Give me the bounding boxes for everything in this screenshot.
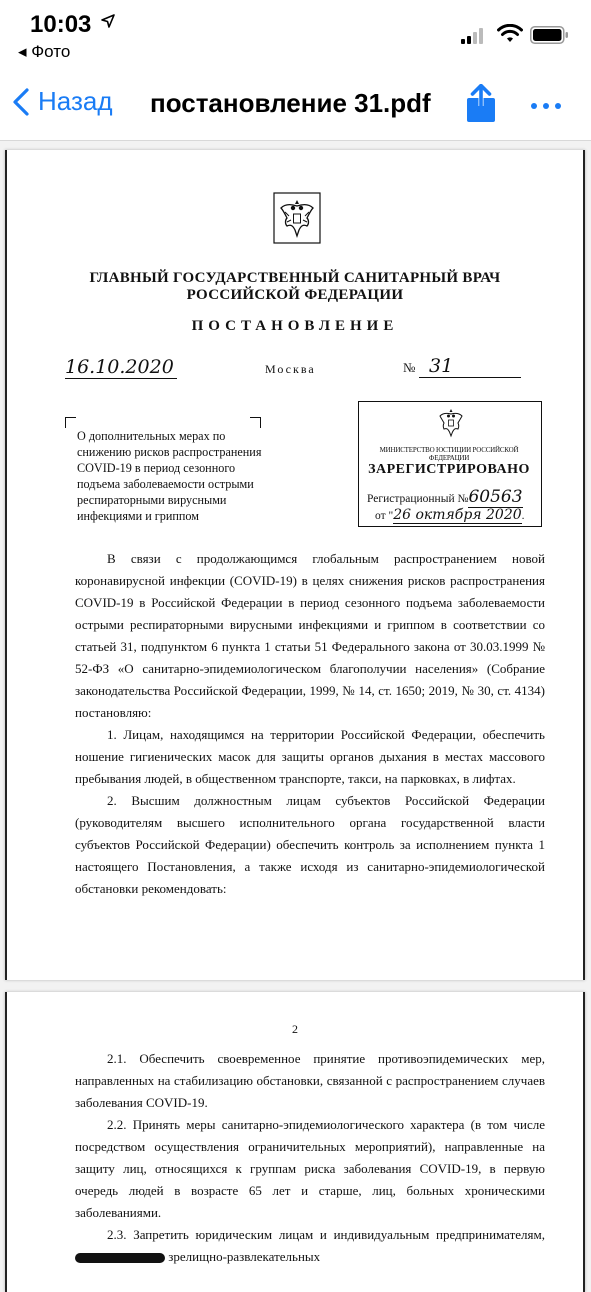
document-number-label: № [403,360,416,375]
document-number: 31 [419,355,521,378]
pdf-page-1 [5,150,585,980]
page-number: 2 [292,1022,298,1036]
issuer-line-1: ГЛАВНЫЙ ГОСУДАРСТВЕННЫЙ САНИТАРНЫЙ ВРАЧ [89,270,501,286]
stamp-emblem-icon [437,407,465,439]
clause-2-3-paragraph [75,1224,545,1268]
stamp-date-prefix: от " [375,510,394,522]
stamp-registered: ЗАРЕГИСТРИРОВАНО [368,462,530,477]
clause-2-3-start: 2.3. Запретить юридическим лицам и индивидуальным предпринимателям, [107,1227,545,1242]
clause-2-3-end: зрелищно-развлекательных [168,1249,321,1264]
clause-1-paragraph: 1. Лицам, находящимся на территории Российской Федерации, обеспечить ношение гигиенических масок для защиты органов дыхания в местах массового пребывания людей, в общественном транспорте, такси, на парковках, в лифтах. [75,727,545,786]
stamp-reg-label: Регистрационный № [367,493,469,505]
cellular-signal-icon [461,28,487,44]
document-title: постановление 31.pdf [150,88,431,118]
scan-border-left [5,992,7,1292]
subject-bracket-left [65,417,76,428]
clause-2-paragraph: 2. Высшим должностным лицам субъектов Российской Федерации (руководителям высшего исполнительного органа государственной власти субъектов Российской Федерации) обеспечить контроль за исполнением пункта 1 настоящего Постановления, а также исходя из санитарно-эпидемиологической обстановки рекомендовать: [75,793,545,896]
issuer-line-2: РОССИЙСКОЙ ФЕДЕРАЦИИ [186,287,404,303]
stamp-date-line [375,507,525,523]
stamp-reg-number: 60563 [468,487,523,507]
registration-stamp [358,401,542,527]
clause-2-2-paragraph: 2.2. Принять меры санитарно-эпидемиологического характера (в том числе посредством осуществления ограничительных мероприятий), направленные на защиту лиц, относящихся к группам риска заболевания COVID-19, в первую очередь людей в возрасте 65 лет и старше, лиц, больных хроническими заболеваниями. [75,1117,545,1220]
document-subject: О дополнительных мерах по снижению рисков распространения COVID-19 в период сезонного подъема заболеваемости острыми респираторными вирусными инфекциями и гриппом [77,429,262,523]
stamp-ministry: МИНИСТЕРСТВО ЮСТИЦИИ РОССИЙСКОЙ ФЕДЕРАЦИИ [379,446,519,462]
back-button[interactable] [12,86,113,117]
location-arrow-icon [101,14,115,28]
document-type: ПОСТАНОВЛЕНИЕ [191,318,399,334]
scan-border-right [583,992,585,1292]
subject-bracket-right [250,417,261,428]
stamp-date-suffix: . [521,510,525,522]
page1-body [75,548,545,900]
back-to-app-link[interactable]: ◂ Фото [18,42,71,61]
wifi-icon [497,24,523,44]
back-button-label: Назад [38,86,113,116]
chevron-left-icon [12,87,30,117]
status-time: 10:03 [30,11,92,38]
preamble-paragraph: В связи с продолжающимся глобальным распространением новой коронавирусной инфекции (COVID-19) в целях снижения рисков распространения COVID-19 в Российской Федерации в период сезонного подъема заболеваемости острыми респираторными вирусными инфекциями и гриппом в соответствии со статьей 31, подпунктом 6 пункта 1 статьи 51 Федерального закона от 30.03.1999 № 52-ФЗ «О санитарно-эпидемиологическом благополучии населения» (Собрание законодательства Российской Федерации, 1999, № 14, ст. 1650; 2019, № 30, ст. 4134) постановляю: [75,551,545,720]
share-icon[interactable] [466,84,496,124]
issuer-heading [5,270,585,304]
more-options-icon[interactable] [530,102,562,110]
redaction-mark [75,1253,165,1263]
document-city: Москва [265,362,316,376]
clause-2-1-paragraph: 2.1. Обеспечить своевременное принятие противоэпидемических мер, направленных на стабилизацию обстановки, связанной с распространением случаев заболевания COVID-19. [75,1051,545,1110]
stamp-date-value: 26 октября 2020 [393,507,522,523]
page2-body [75,1048,545,1268]
status-bar [0,0,591,68]
document-date: 16.10.2020 [65,356,177,379]
battery-icon [530,26,570,44]
stamp-registration-line [367,487,523,507]
navigation-bar [0,68,591,141]
coat-of-arms-icon [273,192,321,244]
pdf-page-2 [5,992,585,1292]
